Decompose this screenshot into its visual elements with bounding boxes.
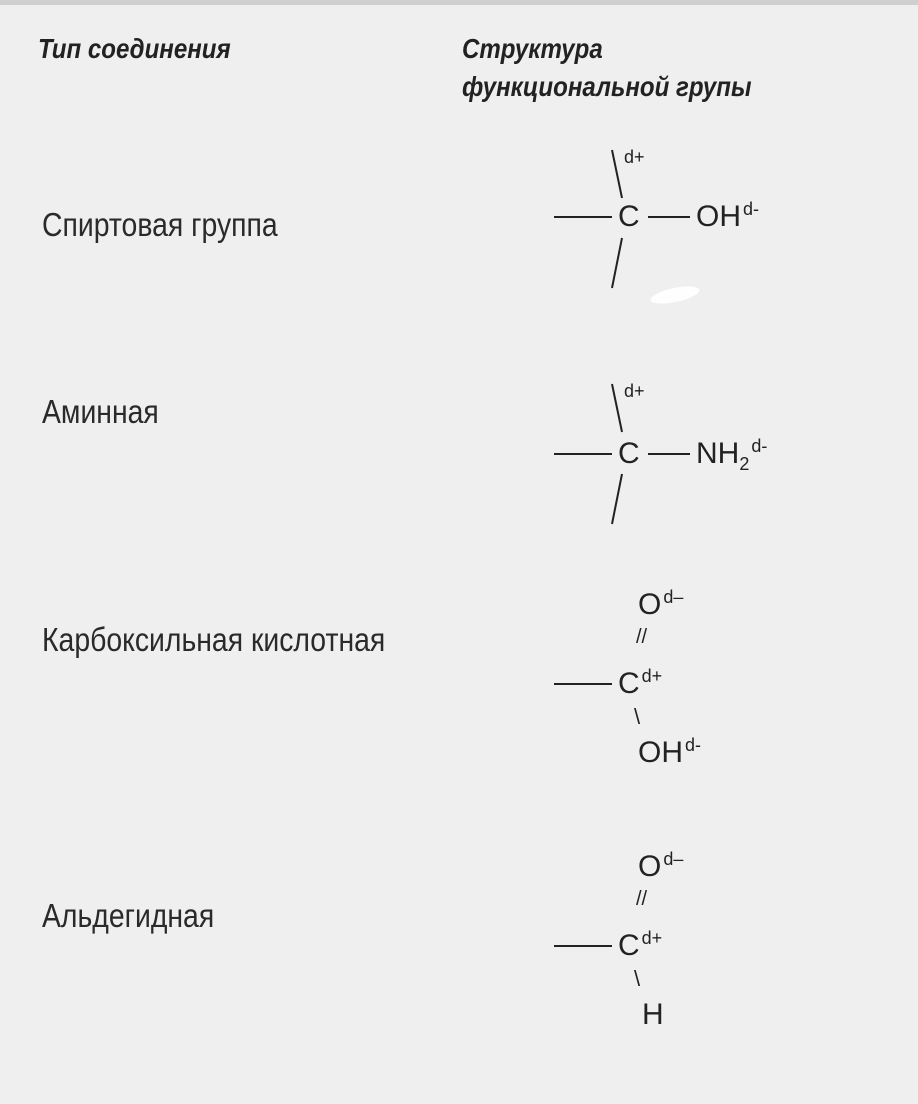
column-header-structure-line1: Структура <box>462 33 603 64</box>
oxygen-label: O <box>638 588 662 621</box>
column-header-structure <box>462 30 752 106</box>
carbon-atom <box>618 667 662 701</box>
double-bond: // <box>636 888 648 910</box>
row-label-alcohol: Спиртовая группа <box>42 206 278 243</box>
oxygen-label: O <box>638 850 662 883</box>
row-label-amine: Аминная <box>42 393 159 430</box>
carbon-charge: d+ <box>641 666 663 686</box>
structure-amine <box>540 374 860 574</box>
carbon-atom <box>618 929 662 963</box>
carbon-atom: C <box>618 200 640 233</box>
amino-label: NH <box>696 437 740 470</box>
double-bond: // <box>636 626 648 648</box>
amino-subscript: 2 <box>739 454 750 474</box>
structure-carboxylic <box>540 588 860 788</box>
structure-aldehyde <box>540 850 860 1050</box>
carbon-atom: C <box>618 437 640 470</box>
hydroxyl-group <box>696 200 759 234</box>
structure-alcohol <box>540 140 860 340</box>
hydroxyl-label: OH <box>696 200 741 233</box>
amino-group <box>696 436 768 474</box>
row-label-aldehyde: Альдегидная <box>42 897 215 934</box>
oxygen-atom <box>638 850 683 884</box>
single-bond: \ <box>634 966 641 991</box>
hydroxyl-group <box>638 736 701 770</box>
oxygen-charge: d– <box>663 587 684 607</box>
column-header-compound-type: Тип соединения <box>38 33 231 64</box>
hydrogen-atom: H <box>642 998 664 1031</box>
carbon-label: C <box>618 929 640 962</box>
hydroxyl-label: OH <box>638 736 683 769</box>
amino-charge: d- <box>751 436 768 456</box>
hydroxyl-charge: d- <box>685 735 702 755</box>
carbon-label: C <box>618 667 640 700</box>
column-header-structure-line2: функциональной групы <box>462 71 752 102</box>
top-charge: d+ <box>624 381 645 401</box>
hydroxyl-charge: d- <box>743 199 760 219</box>
row-label-carboxylic: Карбоксильная кислотная <box>42 621 386 658</box>
single-bond: \ <box>634 704 641 729</box>
oxygen-atom <box>638 588 683 622</box>
page-top-edge <box>0 0 918 5</box>
oxygen-charge: d– <box>663 849 684 869</box>
carbon-charge: d+ <box>641 928 663 948</box>
bonds-aldehyde <box>540 850 860 1050</box>
top-charge: d+ <box>624 147 645 167</box>
